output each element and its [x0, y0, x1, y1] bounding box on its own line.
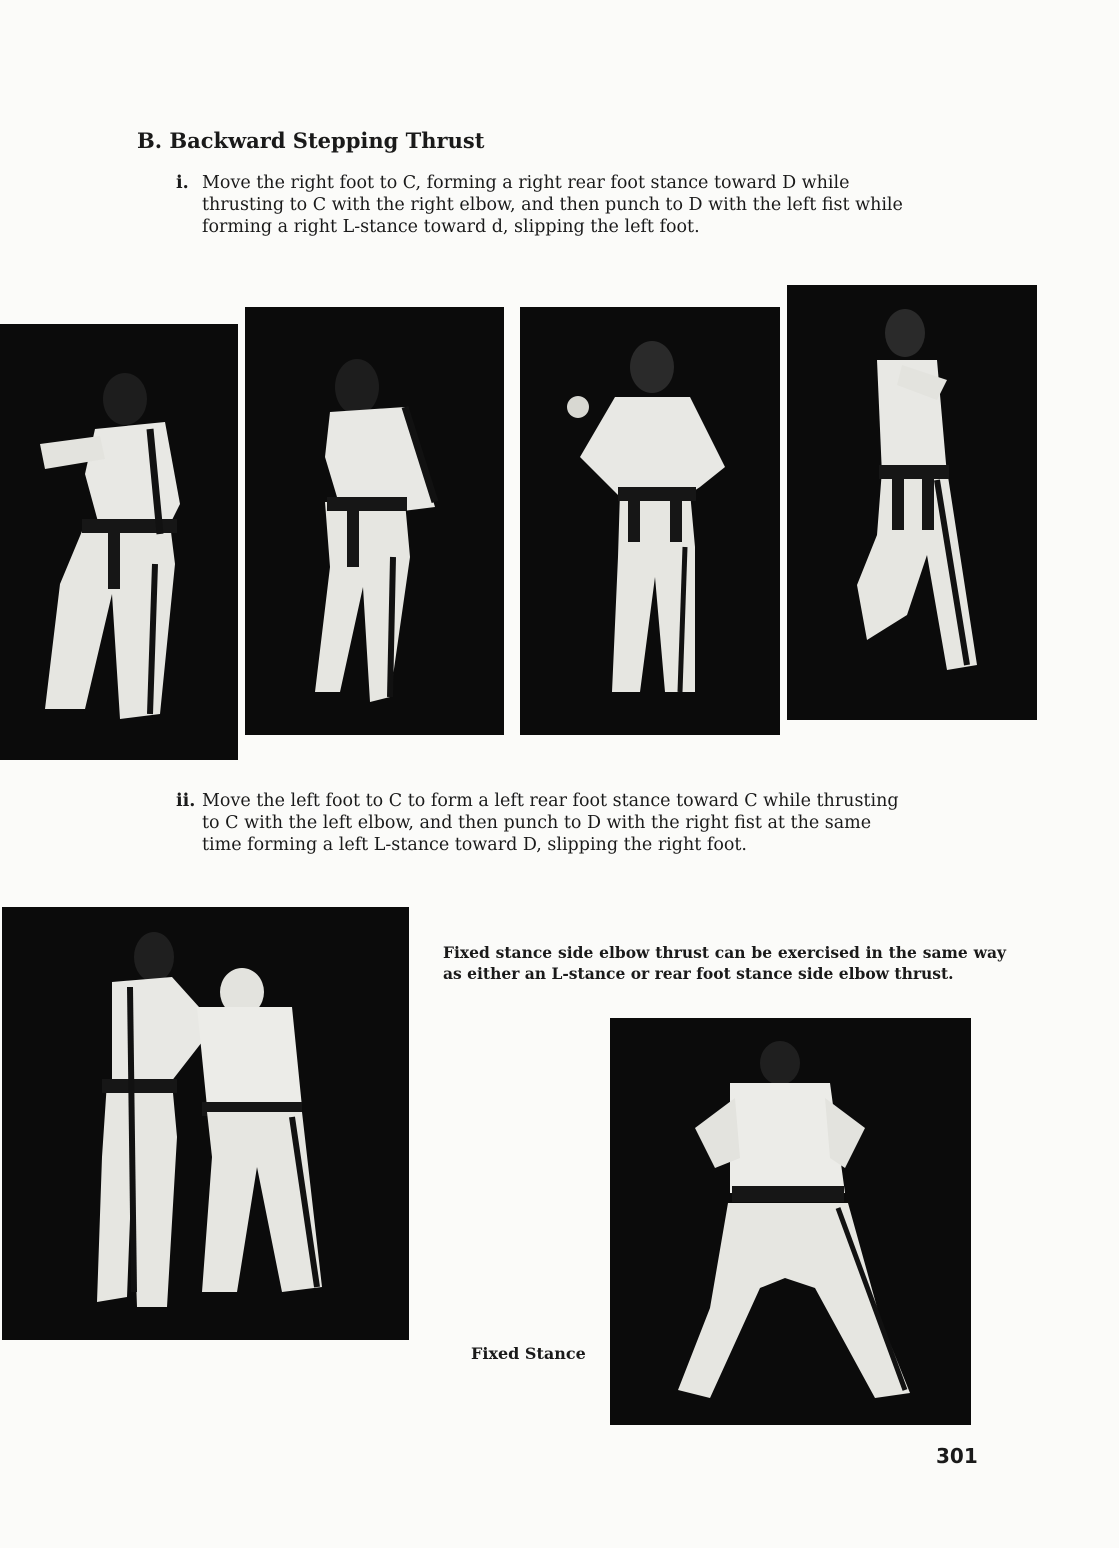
- page-number: 301: [936, 1444, 978, 1468]
- step-ii: [176, 790, 906, 856]
- photo-sequence-2: [245, 307, 504, 735]
- photo-sequence-1: [0, 324, 238, 760]
- elbow-thrust-note: Fixed stance side elbow thrust can be exercised in the same way as either an L-stance or rear foot stance side elbow thrust.: [443, 943, 1006, 983]
- step-i: [176, 172, 906, 238]
- section-heading: B. Backward Stepping Thrust: [137, 128, 485, 153]
- photo-fixed-stance: [610, 1018, 971, 1425]
- step-number: ii.: [176, 791, 196, 811]
- step-number: i.: [176, 173, 189, 193]
- photo-caption: Fixed Stance: [471, 1344, 586, 1363]
- photo-sequence-3: [520, 307, 780, 735]
- step-text: Move the right foot to C, forming a right rear foot stance toward D while thrusting to C with the right elbow, and then punch to D with the left fist while forming a right L-stance toward d, slipping the left foot.: [202, 173, 903, 237]
- photo-partner-demonstration: [2, 907, 409, 1340]
- step-text: Move the left foot to C to form a left rear foot stance toward C while thrusting to C with the left elbow, and then punch to D with the right fist at the same time forming a left L-stance toward D, slipping the right foot.: [202, 791, 899, 855]
- photo-sequence-4: [787, 285, 1037, 720]
